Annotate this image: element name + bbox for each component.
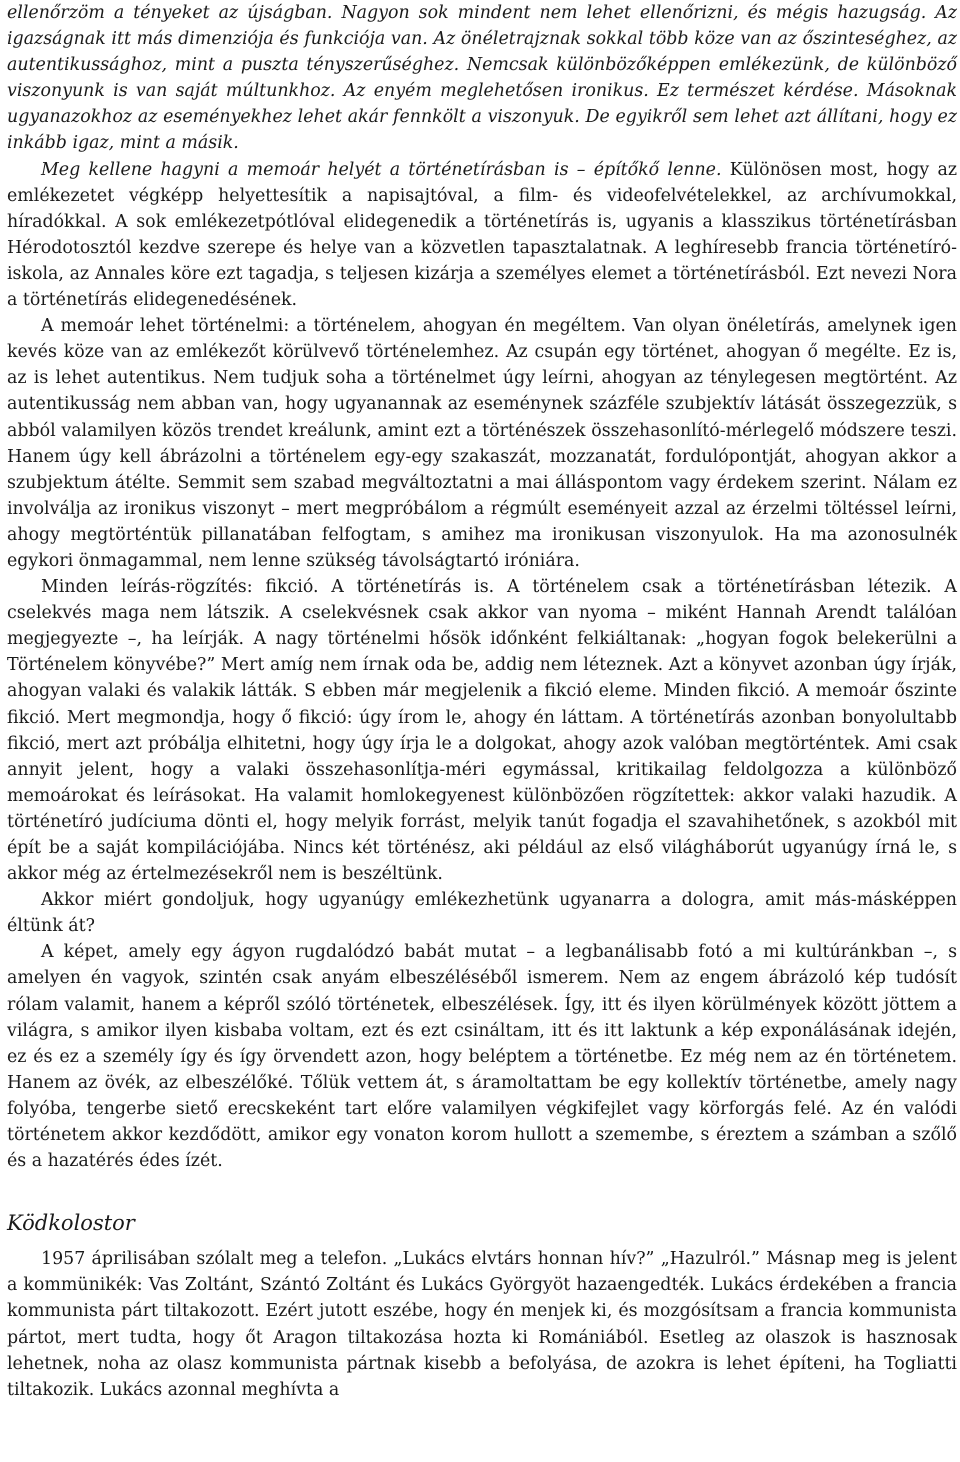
- paragraph-4-text: Minden leírás-rögzítés: fikció. A történetírás is. A történelem csak a történetírásban létezik. A cselekvés maga nem látszik. A cselekvésnek csak akkor van nyoma – miként Hannah Arendt találóan megjegyezte –, ha leírják. A nagy történelmi hősök időnként felkiáltanak: „hogyan fogok belekerülni a Történelem könyvébe?” Mert amíg nem írnak oda be, addig nem léteznek. Azt a könyvet azonban úgy írják, ahogyan valaki és valakik látták. S ebben már megjelenik a fikció eleme. Minden fikció. A memoár őszinte fikció. Mert megmondja, hogy ő fikció: úgy írom le, ahogy én láttam. A történetírás azonban bonyolultabb fikció, mert azt próbálja elhitetni, hogy úgy írja le a dolgokat, ahogy azok valóban megtörténtek. Ami csak annyit jelent, hogy a valaki összehasonlítja-méri egymással, kritikailag feldolgozza a különböző memoárokat és leírásokat. Ha valamit homlokegyenest különbözően rögzítettek: akkor valaki hazudik. A történetíró judíciuma dönti el, hogy melyik forrást, melyik tanút fogadja el szavahihetőnek, s azokból mit épít be a saját kompilációjába. Nincs két történész, aki például az első világháborút ugyanúgy írná le, s akkor még az értelmezésekről nem is beszéltünk.: [7, 577, 957, 885]
- paragraph-2: [7, 157, 957, 314]
- paragraph-5: [7, 887, 957, 939]
- paragraph-2-run-2: Különösen most, hogy az emlékezetet végképp helyettesítik a napisajtóval, a film- és videofelvételekkel, az archívumokkal, híradókkal.: [7, 159, 957, 232]
- paragraph-3: [7, 313, 957, 574]
- paragraph-6-text: A képet, amely egy ágyon rugdalódzó babát mutat – a legbanálisabb fotó a mi kultúránkban –, s amelyen én vagyok, szintén csak anyám elbeszéléséből ismerem. Nem az engem ábrázoló kép tudósít rólam valamit, hanem a képről szóló történetek, elbeszélések. Így, itt és ilyen körülmények között jöttem a világra, s amikor ilyen kisbaba voltam, ezt és ezt csináltam, itt és itt laktunk a kép exponálásának idején, ez és ez a személy így és így örvendett azon, hogy beléptem a történetbe. Ez még nem az én történetem. Hanem az övék, az elbeszélőké. Tőlük vettem át, s áramoltattam be egy kollektív történetbe, amely nagy folyóba, tengerbe siető erecskeként tart előre valamilyen végkifejlet vagy körforgás felé. Az én valódi történetem akkor kezdődött, amikor egy vonaton korom hullott a szemembe, s éreztem a számban a szőlő és a hazatérés édes ízét.: [7, 942, 957, 1172]
- paragraph-2-run-3: A sok emlékezetpótlóval elidegenedik a történetírás is, ugyanis a klasszikus történetírásban Hérodotosztól kezdve szerepe és helye van a közvetlen tapasztalatnak. A leghíresebb francia történetíró-iskola, az Annales köre ezt tagadja, s teljesen kizárja a személyes elemet a történetírásból. Ezt nevezi Nora a történetírás elidegenedésének.: [7, 211, 957, 311]
- paragraph-6: [7, 939, 957, 1174]
- paragraph-3-text: A memoár lehet történelmi: a történelem, ahogyan én megéltem. Van olyan önéletírás, amelynek igen kevés köze van az emlékezőt körülvevő történelemhez. Az csupán egy történet, ahogyan ő megélte. Ez is, az is lehet autentikus. Nem tudjuk soha a történelmet úgy leírni, ahogyan az ténylegesen megtörtént. Az autentikusság nem abban van, hogy ugyanannak az eseménynek százféle szubjektív látását összegezzük, s abból valamilyen közös trendet kreálunk, amint ezt a történészek összehasonlító-mérlegelő módszere teszi. Hanem úgy kell ábrázolni a történelem egy-egy szakaszát, mozzanatát, fordulópontját, ahogyan akkor a szubjektum átélte. Semmit sem szabad megváltoztatni a mai álláspontom vagy érdekem szerint. Nálam ez involválja az ironikus viszonyt – mert megpróbálom a régmúlt eseményeit azzal az érzelmi töltéssel leírni, ahogy megtörténtük pillanatában felfogtam, s amihez ma ironikusan viszonyulok. Ha ma azonosulnék egykori önmagammal, nem lenne szükség távolságtartó iróniára.: [7, 316, 957, 571]
- paragraph-1: [7, 0, 957, 157]
- paragraph-5-text: Akkor miért gondoljuk, hogy ugyanúgy emlékezhetünk ugyanarra a dologra, amit más-másképpen éltünk át?: [7, 890, 957, 937]
- section-heading: Ködkolostor: [7, 1211, 135, 1236]
- paragraph-4: [7, 574, 957, 887]
- document-page: [7, 0, 957, 1403]
- paragraph-2-italic-run: Meg kellene hagyni a memoár helyét a történetírásban is – építőkő lenne.: [41, 159, 730, 180]
- section-paragraph: [7, 1246, 957, 1403]
- section-paragraph-text: 1957 áprilisában szólalt meg a telefon. „Lukács elvtárs honnan hív?” „Hazulról.” Másnap meg is jelent a kommünikék: Vas Zoltánt, Szántó Zoltánt és Lukács Györgyöt hazaengedték. Lukács érdekében a francia kommunista párt tiltakozott. Ezért jutott eszébe, hogy én menjek ki, és mozgósítsam a francia kommunista pártot, mert tudta, hogy őt Aragon tiltakozása hozta ki Romániából. Esetleg az olaszok is hasznosak lehetnek, noha az olasz kommunista pártnak kisebb a befolyása, de azokra is lehet építeni, ha Togliatti tiltakozik. Lukács azonnal meghívta a: [7, 1249, 957, 1400]
- paragraph-1-italic-run: ellenőrzöm a tényeket az újságban. Nagyon sok mindent nem lehet ellenőrizni, és mégis hazugság. Az igazságnak itt más dimenziója és funkciója van. Az önéletrajznak sokkal több köze van az őszinteséghez, az autentikussághoz, mint a puszta tényszerűséghez. Nemcsak különbözőképpen emlékezünk, de különböző viszonyunk is van saját múltunkhoz. Az enyém meglehetősen ironikus. Ez természet kérdése. Másoknak ugyanazokhoz az eseményekhez lehet akár fennkölt a viszonyuk. De egyikről sem lehet azt állítani, hogy ez inkább igaz, mint a másik.: [7, 3, 957, 154]
